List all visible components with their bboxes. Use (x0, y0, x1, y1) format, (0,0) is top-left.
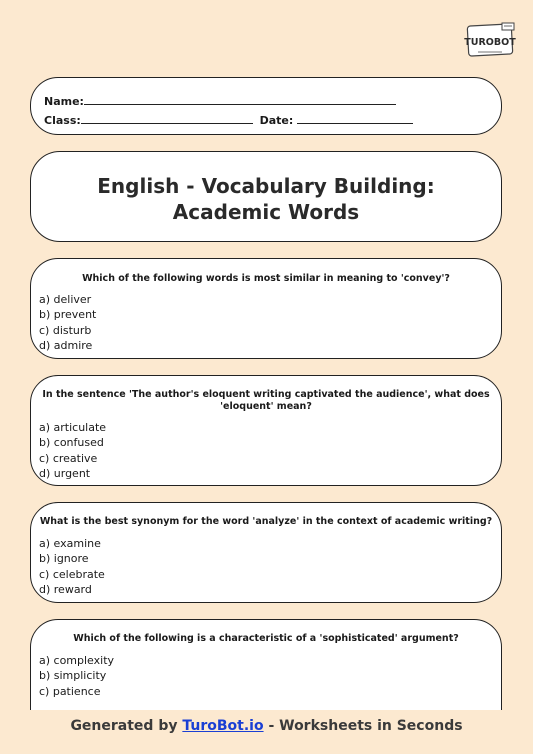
question-card-3 (30, 502, 502, 603)
option-a[interactable]: a) examine (39, 537, 101, 550)
question-text: Which of the following is a characteristic of a 'sophisticated' argument? (73, 633, 459, 644)
name-row (44, 94, 396, 108)
class-field[interactable] (81, 113, 253, 124)
option-a[interactable]: a) complexity (39, 654, 115, 667)
class-date-row (44, 113, 413, 127)
option-b[interactable]: b) confused (39, 436, 104, 450)
turobot-logo (462, 22, 518, 60)
date-label: Date: (259, 114, 294, 127)
option-d[interactable]: d) admire (39, 338, 93, 352)
option-b[interactable]: b) ignore (39, 552, 89, 566)
footer-prefix: Generated by (70, 718, 178, 734)
question-card-2 (30, 375, 502, 486)
option-c[interactable]: c) creative (39, 451, 98, 465)
question-text: What is the best synonym for the word 'analyze' in the context of academic writing? (39, 516, 493, 527)
option-c[interactable]: c) patience (39, 684, 101, 698)
footer-brand-link[interactable]: TuroBot.io (182, 718, 264, 734)
worksheet-title (31, 173, 501, 225)
name-field[interactable] (84, 94, 396, 105)
title-line-2: Academic Words (172, 200, 360, 224)
name-label: Name: (44, 95, 84, 108)
options-list (39, 292, 96, 353)
question-text: In the sentence 'The author's eloquent writing captivated the audience', what does 'eloquent' mean? (42, 389, 490, 412)
options-list (39, 536, 105, 597)
option-a[interactable]: a) articulate (39, 421, 107, 434)
option-d[interactable]: d) reward (39, 582, 92, 596)
title-card (30, 151, 502, 242)
option-a[interactable]: a) deliver (39, 293, 92, 306)
options-list (39, 653, 114, 699)
class-label: Class: (44, 114, 81, 127)
question-card-1 (30, 258, 502, 359)
option-b[interactable]: b) simplicity (39, 669, 107, 683)
footer-suffix: - Worksheets in Seconds (268, 718, 463, 734)
logo-text: TUROBOT (464, 37, 516, 48)
date-field[interactable] (297, 113, 413, 124)
student-info-card (30, 77, 502, 135)
title-line-1: English - Vocabulary Building: (97, 174, 435, 198)
option-c[interactable]: c) disturb (39, 323, 92, 337)
question-text: Which of the following words is most similar in meaning to 'convey'? (82, 273, 450, 284)
option-b[interactable]: b) prevent (39, 308, 97, 322)
options-list (39, 420, 106, 481)
option-c[interactable]: c) celebrate (39, 567, 105, 581)
option-d[interactable]: d) urgent (39, 466, 91, 480)
footer (0, 718, 533, 734)
